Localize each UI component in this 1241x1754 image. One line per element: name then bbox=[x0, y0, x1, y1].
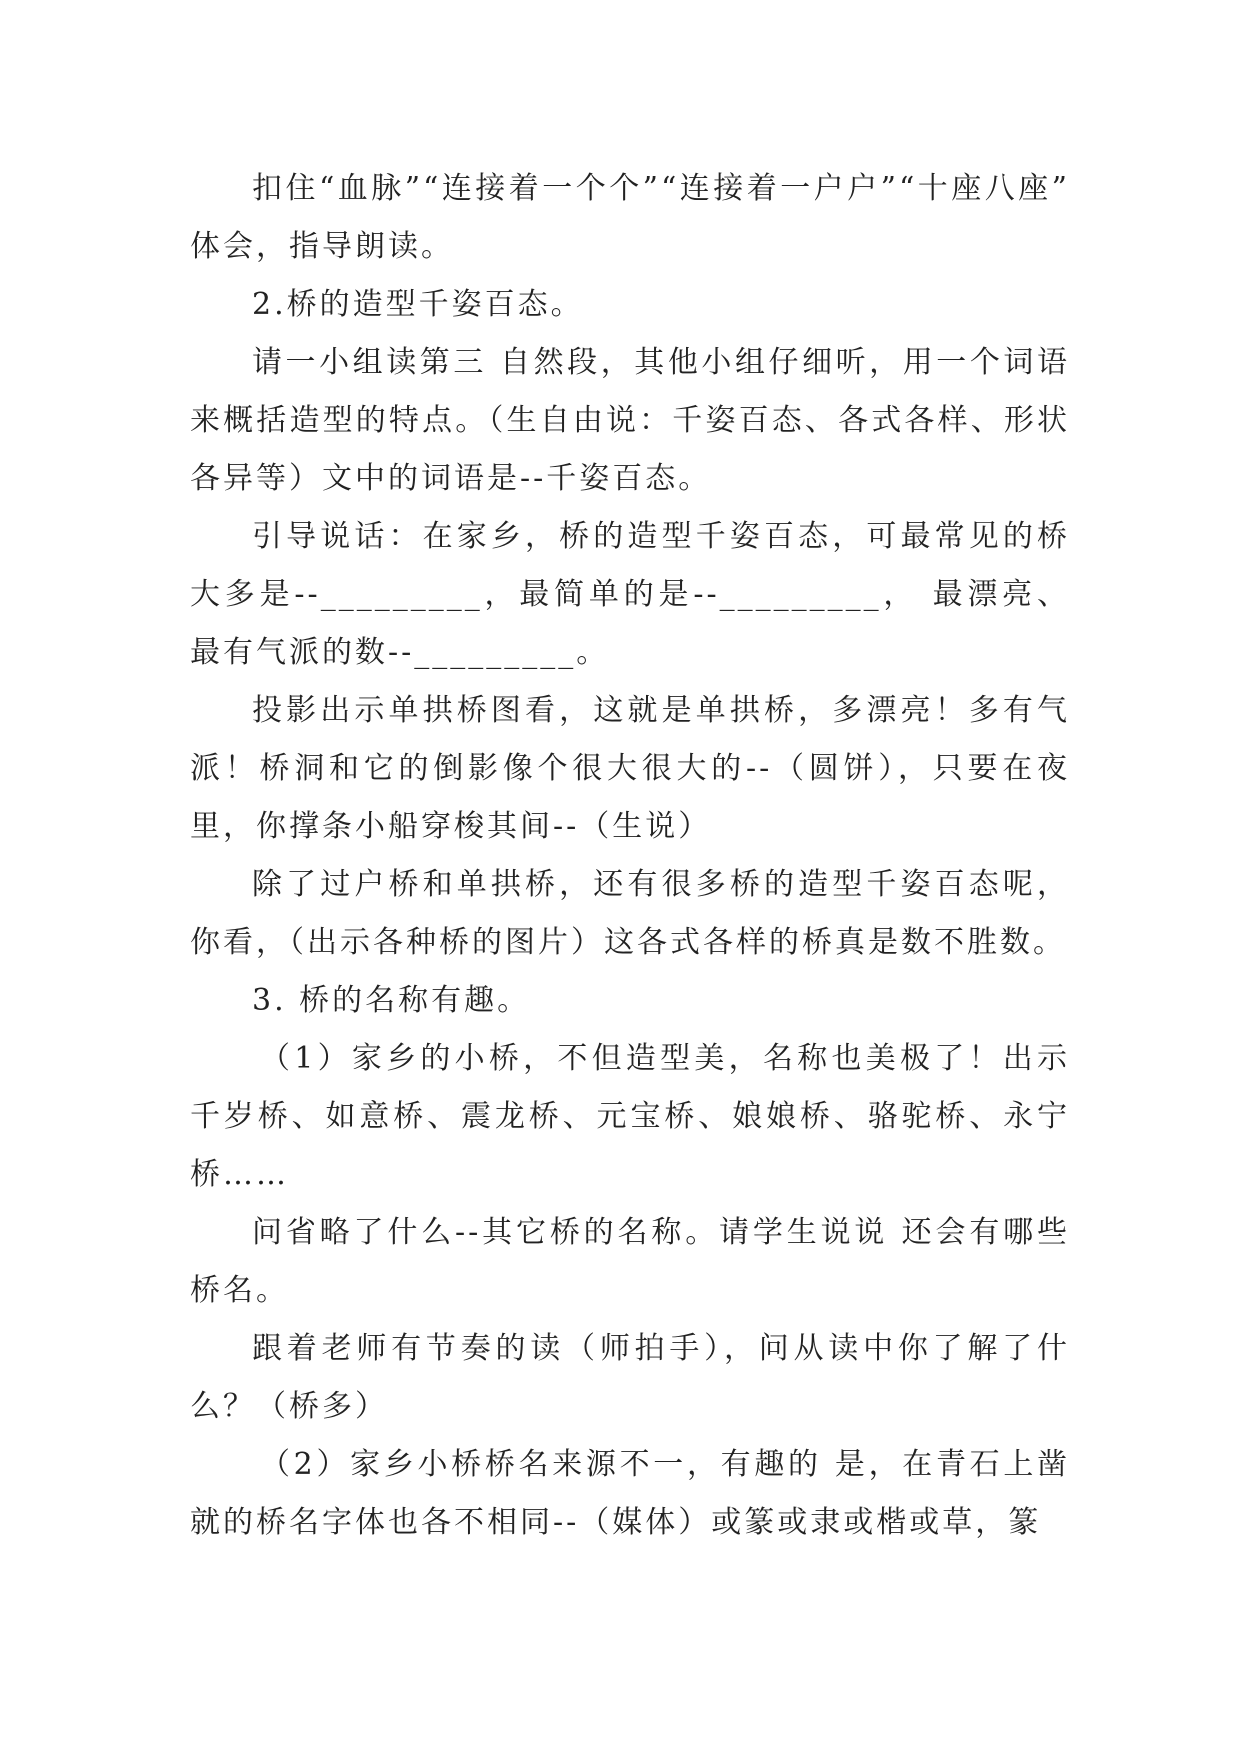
paragraph-7: 3. 桥的名称有趣。 bbox=[252, 983, 531, 1018]
paragraph-6: 除了过户桥和单拱桥，还有很多桥的造型千姿百态呢，你看，（出示各种桥的图片）这各式各样的桥真是数不胜数。 bbox=[190, 867, 1070, 960]
paragraph-8: （1）家乡的小桥，不但造型美，名称也美极了！出示千岁桥、如意桥、震龙桥、元宝桥、娘娘桥、骆驼桥、永宁桥…… bbox=[190, 1041, 1070, 1192]
paragraph-10: 跟着老师有节奏的读（师拍手），问从读中你了解了什么？（桥多） bbox=[190, 1331, 1070, 1424]
paragraph-11: （2）家乡小桥桥名来源不一，有趣的 是，在青石上凿就的桥名字体也各不相同--（媒体）或篆或隶或楷或草，篆 bbox=[190, 1447, 1070, 1540]
document-body bbox=[190, 160, 1070, 1552]
paragraph-5: 投影出示单拱桥图看，这就是单拱桥，多漂亮！多有气派！桥洞和它的倒影像个很大很大的--（圆饼），只要在夜里，你撑条小船穿梭其间--（生说） bbox=[190, 693, 1070, 844]
paragraph-2: 2.桥的造型千姿百态。 bbox=[252, 287, 584, 322]
paragraph-4: 引导说话：在家乡，桥的造型千姿百态，可最常见的桥大多是--_________，最简单的是--_________， 最漂亮、最有气派的数--_________。 bbox=[190, 519, 1070, 670]
paragraph-1: 扣住“血脉”“连接着一个个”“连接着一户户”“十座八座” 体会，指导朗读。 bbox=[190, 171, 1070, 264]
paragraph-9: 问省略了什么--其它桥的名称。请学生说说 还会有哪些桥名。 bbox=[190, 1215, 1070, 1308]
paragraph-3: 请一小组读第三 自然段，其他小组仔细听，用一个词语来概括造型的特点。（生自由说：千姿百态、各式各样、形状各异等）文中的词语是--千姿百态。 bbox=[190, 345, 1070, 496]
